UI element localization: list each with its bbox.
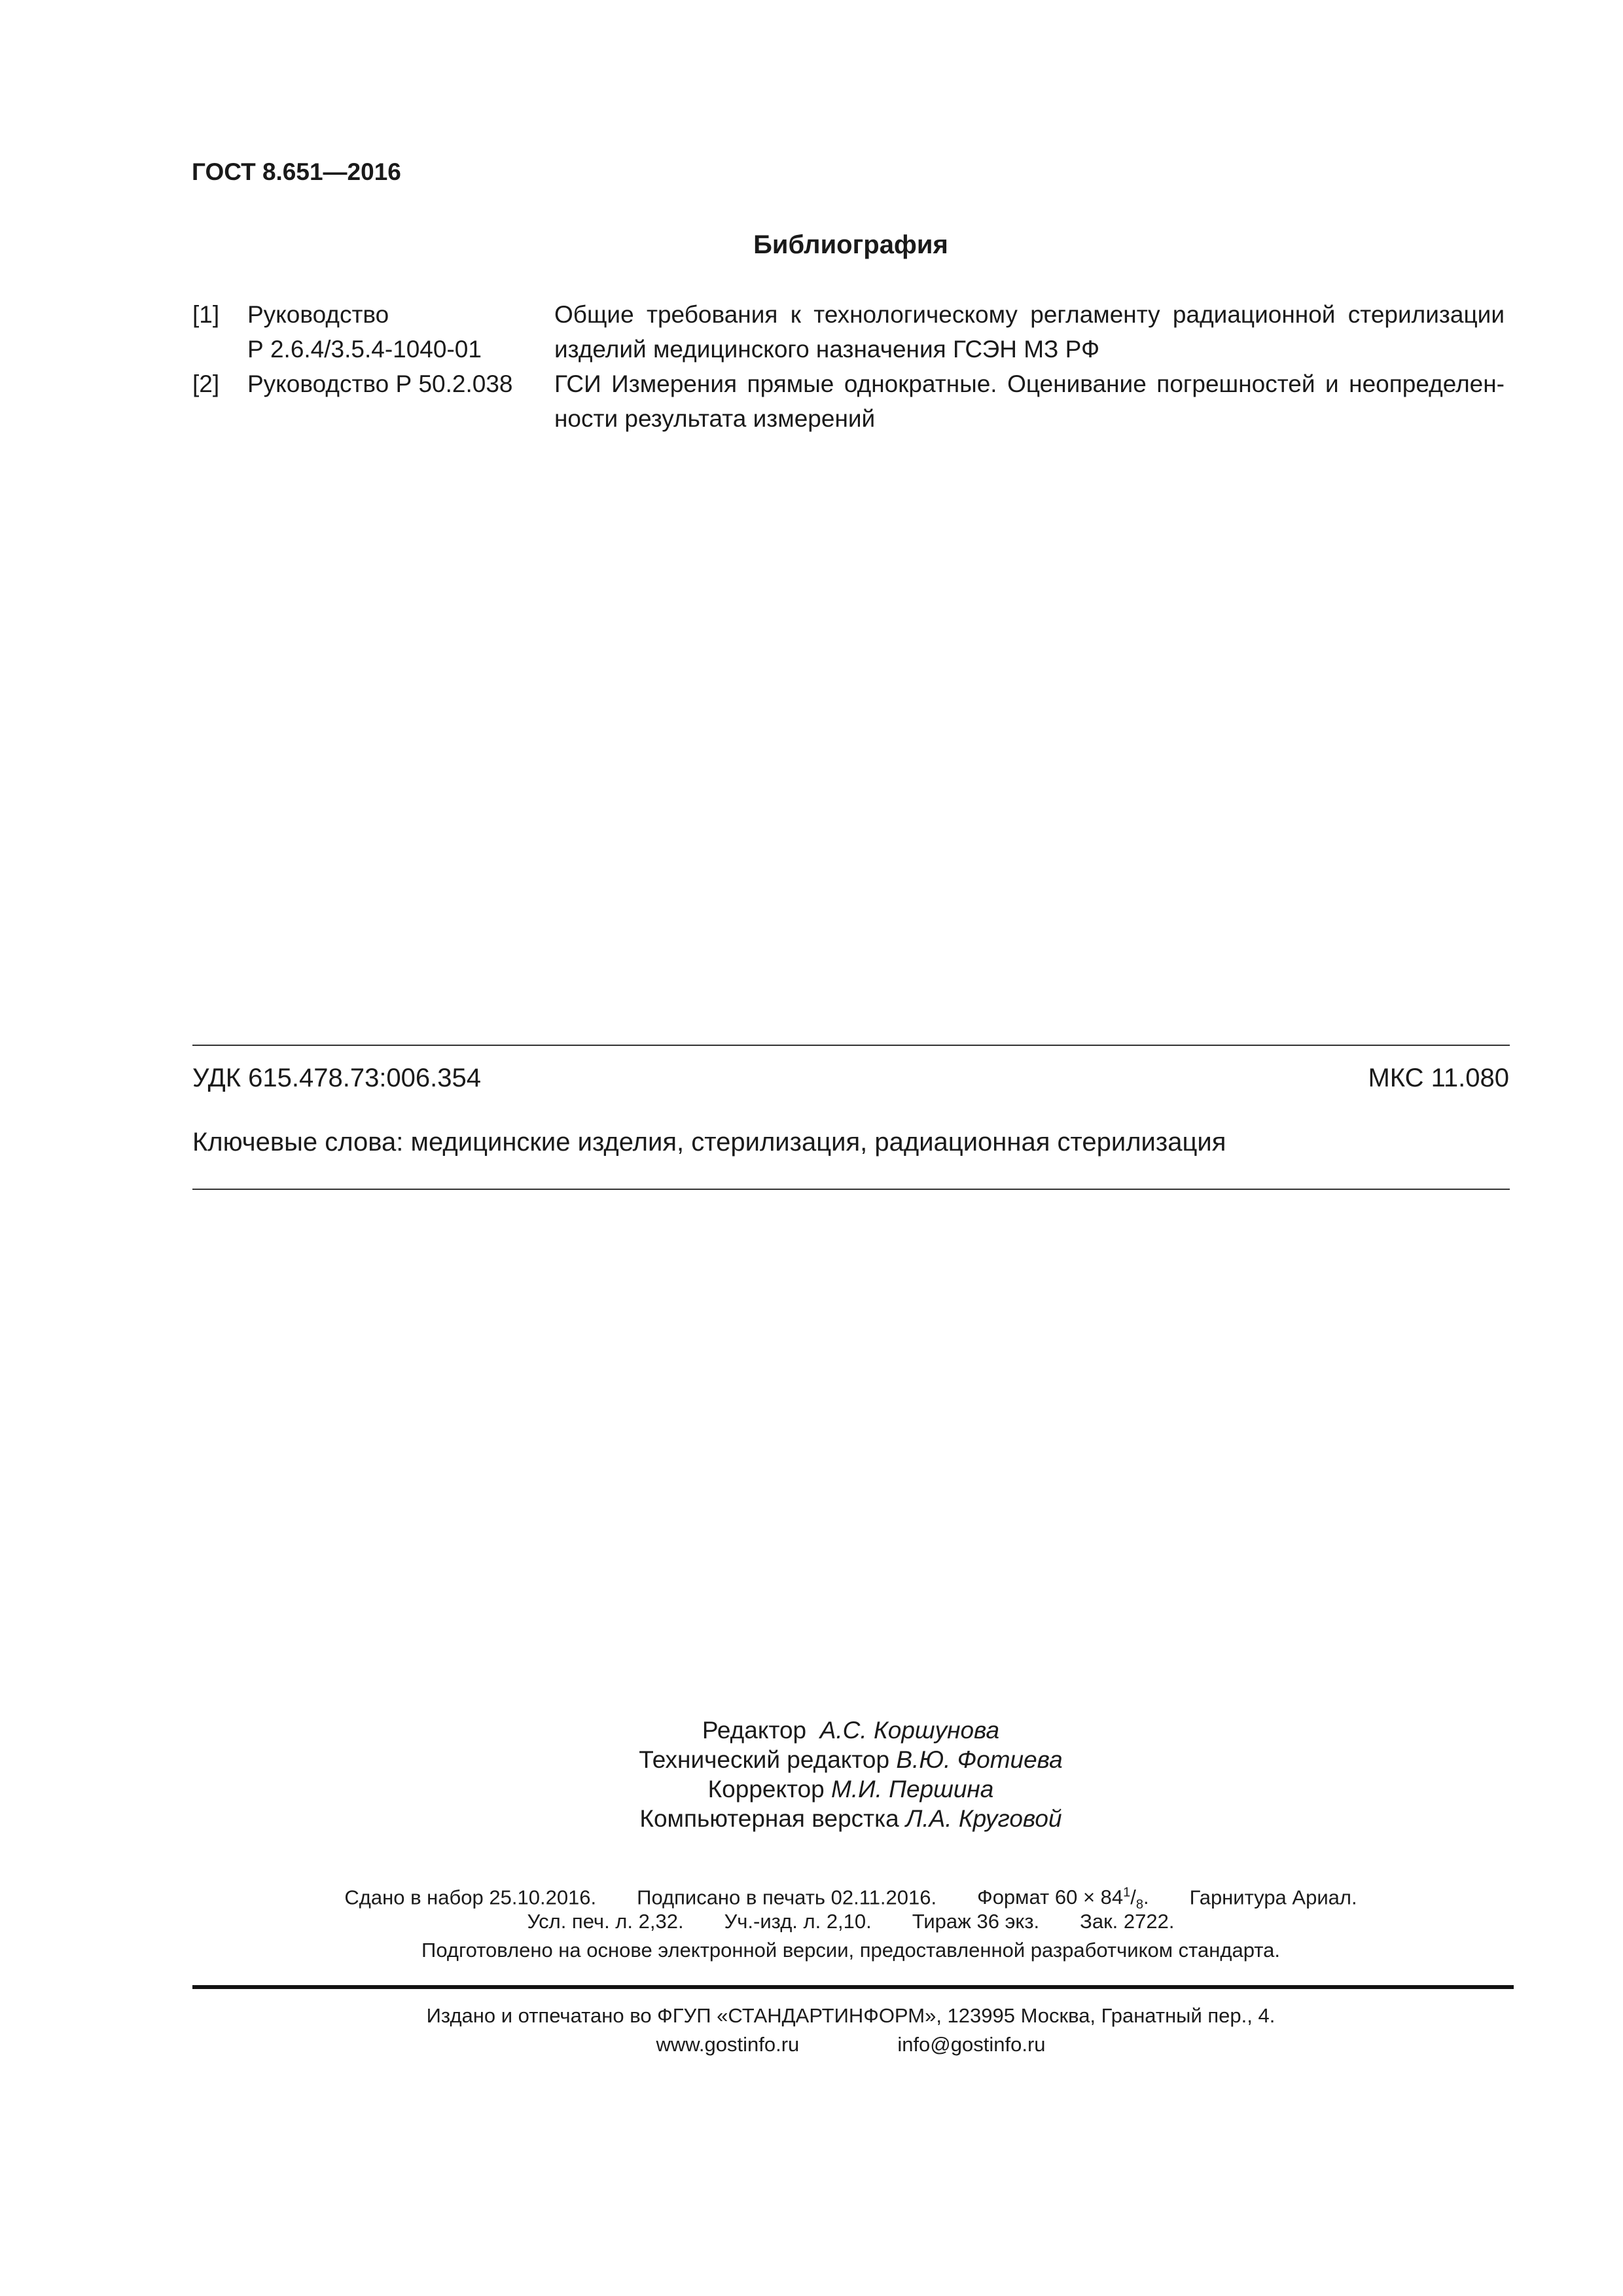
publisher-line: Издано и отпечатано во ФГУП «СТАНДАРТИНФОРМ», 123995 Москва, Гранатный пер., 4. [426,2004,1275,2027]
document-code: ГОСТ 8.651—2016 [192,158,401,185]
entry-number: [2] [192,370,220,397]
mks-code: МКС 11.080 [1368,1064,1509,1092]
entry-reference-line: Руководство [247,301,389,328]
divider-top [192,1045,1510,1046]
layout-credit: Компьютерная верстка Л.А. Круговой [639,1805,1062,1832]
contacts-line [0,2030,1623,2059]
keywords: Ключевые слова: медицинские изделия, стерилизация, радиационная стерилизация [192,1128,1226,1157]
website-link[interactable]: www.gostinfo.ru [656,2033,800,2056]
corrector-credit: Корректор М.И. Першина [707,1776,994,1803]
divider-bottom [192,1189,1510,1190]
prepared-note: Подготовлено на основе электронной версии, предоставленной разработчиком стандарта. [421,1939,1280,1962]
tech-editor-credit: Технический редактор В.Ю. Фотиева [639,1746,1063,1773]
imprint-divider [192,1985,1514,1989]
udk-code: УДК 615.478.73:006.354 [192,1064,482,1092]
entry-reference [247,297,535,367]
entry-description: Общие требования к технологическому регламенту радиационной стерилизации изделий медицинского назначения ГСЭН МЗ РФ [554,301,1505,363]
editor-credit: Редактор А.С. Коршунова [702,1717,1000,1744]
entry-reference-line: Р 2.6.4/3.5.4-1040-01 [247,336,482,363]
print-details-line: Сдано в набор 25.10.2016. Подписано в печать 02.11.2016. Формат $60 \times 84^1/_8$. Гарнитура Ариал. [344,1886,1357,1912]
bibliography-title: Библиография [753,230,948,259]
entry-reference [247,367,535,401]
email-link[interactable]: info@gostinfo.ru [897,2033,1046,2056]
entry-description: ГСИ Измерения прямые однократные. Оценивание погрешностей и неопределенности результата измерений [554,370,1505,432]
entry-number: [1] [192,301,220,328]
print-volume-line: Усл. печ. л. 2,32. Уч.-изд. л. 2,10. Тираж 36 экз. Зак. 2722. [527,1910,1175,1933]
staff-credits [0,1715,1623,1833]
format-spec: Формат $60 \times 84^1/_8$. [977,1886,1149,1912]
entry-reference-line: Руководство Р 50.2.038 [247,370,513,397]
